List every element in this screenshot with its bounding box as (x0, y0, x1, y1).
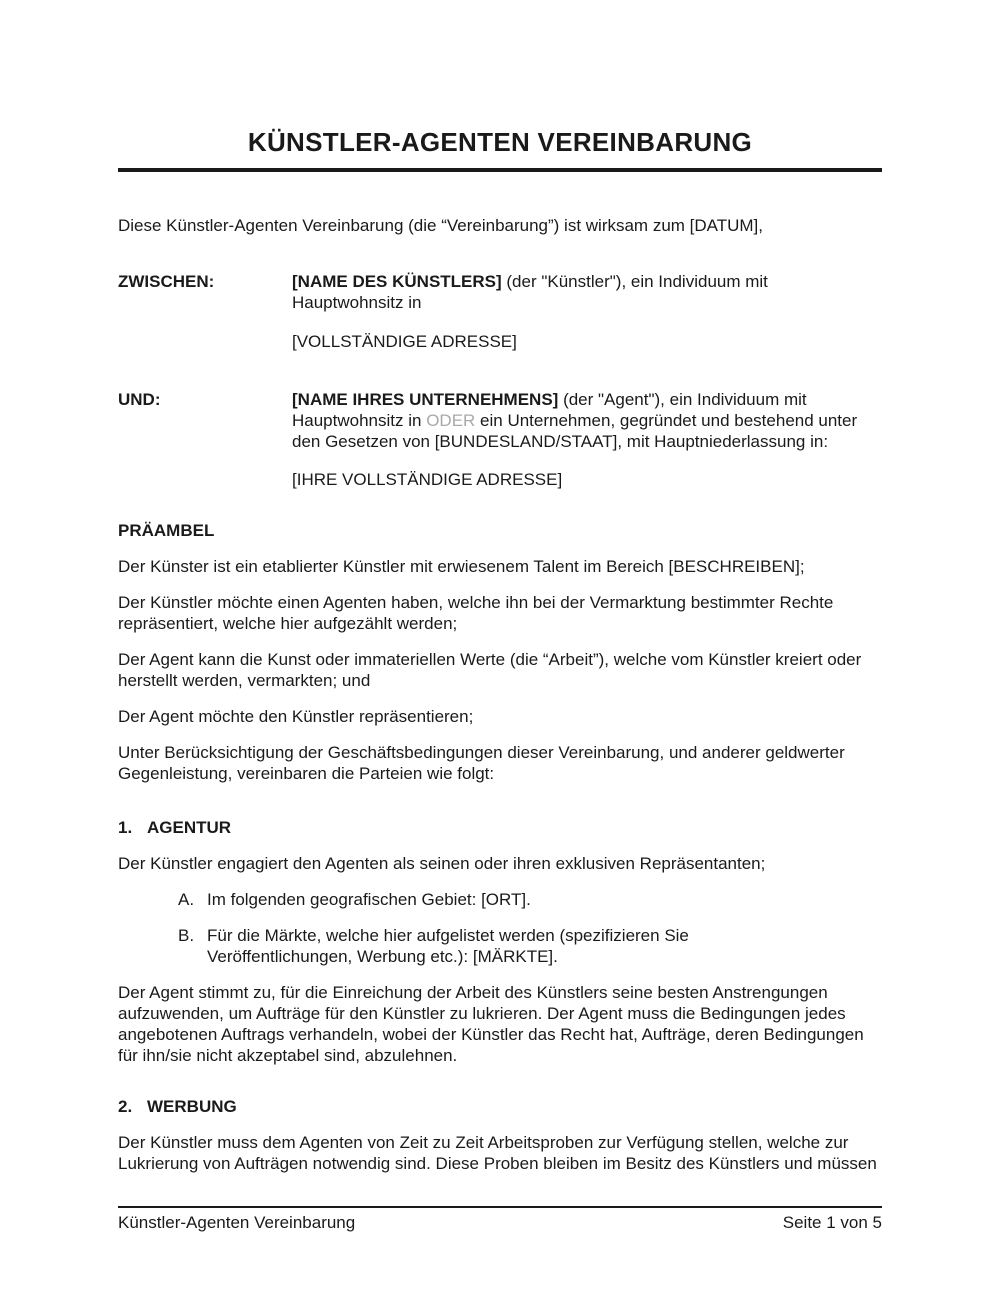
party-and-desc-after: ein Unternehmen, gegründet und bestehend unter den Gesetzen von [BUNDESLAND/STAAT], mit Hauptniederlassung in: (292, 411, 858, 451)
company-name-placeholder: [NAME IHRES UNTERNEHMENS] (292, 390, 559, 409)
preamble-paragraph: Der Künster ist ein etablierter Künstler mit erwiesenem Talent im Bereich [BESCHREIBEN]; (118, 557, 805, 576)
intro-paragraph: Diese Künstler-Agenten Vereinbarung (die “Vereinbarung”) ist wirksam zum [DATUM], (118, 216, 764, 235)
section-agentur-heading (118, 817, 882, 838)
party-and-body (292, 389, 882, 490)
list-item-marker: B. (178, 926, 195, 945)
preamble-heading: PRÄAMBEL (118, 521, 215, 540)
section-heading-label: WERBUNG (147, 1097, 237, 1116)
section-werbung (118, 1096, 882, 1174)
list-item-a (118, 889, 882, 910)
list-item-b (118, 925, 882, 967)
list-item-text: Für die Märkte, welche hier aufgelistet werden (spezifizieren Sie Veröffentlichungen, Werbung etc.): [MÄRKTE]. (207, 926, 689, 966)
party-and-desc-before: (der "Agent"), ein Individuum mit Hauptwohnsitz in (292, 390, 807, 430)
agent-address-placeholder: [IHRE VOLLSTÄNDIGE ADRESSE] (292, 470, 563, 489)
party-and-text (292, 389, 882, 452)
party-between-body (292, 271, 882, 352)
party-between-row (118, 271, 882, 352)
preamble-paragraph: Der Agent möchte den Künstler repräsentieren; (118, 707, 474, 726)
artist-address-placeholder: [VOLLSTÄNDIGE ADRESSE] (292, 332, 517, 351)
artist-name-placeholder: [NAME DES KÜNSTLERS] (292, 272, 502, 291)
section-agentur-intro: Der Künstler engagiert den Agenten als seinen oder ihren exklusiven Repräsentanten; (118, 854, 766, 873)
section-werbung-heading (118, 1096, 882, 1117)
document-title: KÜNSTLER-AGENTEN VEREINBARUNG (247, 127, 753, 157)
party-between-label: ZWISCHEN: (118, 272, 215, 291)
party-between-desc: (der "Künstler"), ein Individuum mit Hauptwohnsitz in (292, 272, 768, 312)
party-and-row (118, 389, 882, 490)
section-agentur-paragraph: Der Agent stimmt zu, für die Einreichung der Arbeit des Künstlers seine besten Anstrengungen aufzuwenden, um Aufträge für den Künstler zu lukrieren. Der Agent muss die Bedingungen jedes angebotenen Auftrags verhandeln, wobei der Künstler das Recht hat, Aufträge, deren Bedingungen für ihn/sie nicht akzeptabel sind, abzulehnen. (118, 983, 864, 1065)
preamble-paragraph: Der Künstler möchte einen Agenten haben, welche ihn bei der Vermarktung bestimmter Rechte repräsentiert, welche hier aufgezählt werden; (118, 593, 834, 633)
party-between-text (292, 271, 882, 313)
list-item-marker: A. (178, 890, 195, 909)
section-number: 1. (118, 818, 133, 837)
section-number: 2. (118, 1097, 133, 1116)
footer-page-number: Seite 1 von 5 (782, 1213, 882, 1232)
preamble-paragraph: Unter Berücksichtigung der Geschäftsbedingungen dieser Vereinbarung, und anderer geldwerter Gegenleistung, vereinbaren die Parteien wie folgt: (118, 743, 845, 783)
alternative-marker: ODER (426, 411, 476, 430)
party-and-label: UND: (118, 390, 161, 409)
section-heading-label: AGENTUR (147, 818, 232, 837)
title-divider (118, 168, 882, 172)
footer-document-name: Künstler-Agenten Vereinbarung (118, 1213, 356, 1232)
preamble-section (118, 520, 882, 784)
section-werbung-paragraph: Der Künstler muss dem Agenten von Zeit zu Zeit Arbeitsproben zur Verfügung stellen, welche zur Lukrierung von Aufträgen notwendig sind. Diese Proben bleiben im Besitz des Künstlers und müssen (118, 1133, 877, 1173)
preamble-paragraph: Der Agent kann die Kunst oder immateriellen Werte (die “Arbeit”), welche vom Künstler kreiert oder herstellt werden, vermarkten; und (118, 650, 862, 690)
page-footer (118, 1206, 882, 1233)
list-item-text: Im folgenden geografischen Gebiet: [ORT]. (207, 890, 531, 909)
section-agentur (118, 817, 882, 1066)
